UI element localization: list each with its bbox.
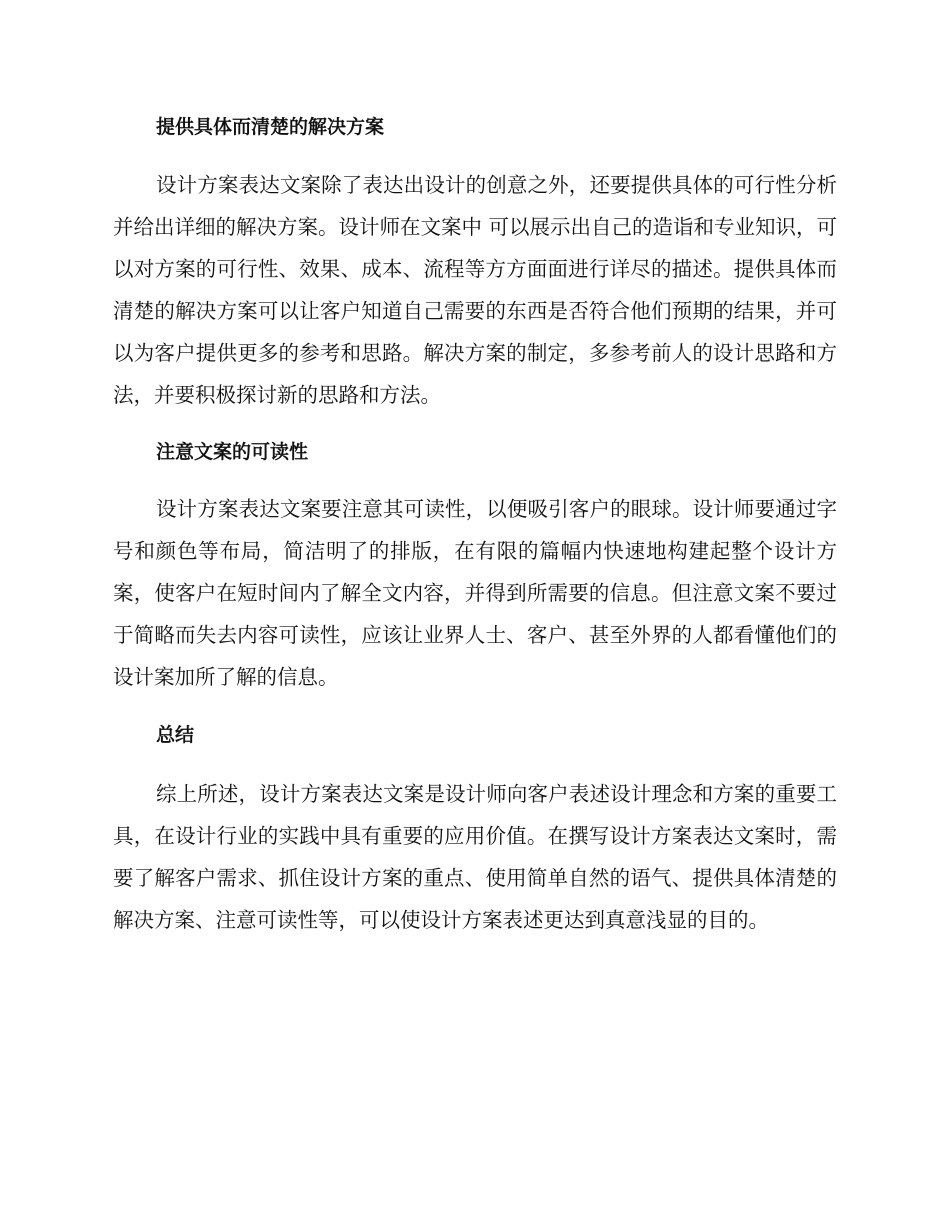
section-heading-readability: 注意文案的可读性 <box>156 441 309 463</box>
section-paragraph-readability: 设计方案表达文案要注意其可读性，以便吸引客户的眼球。设计师要通过字号和颜色等布局，简洁明了的排版，在有限的篇幅内快速地构建起整个设计方案，使客户在短时间内了解全文内容，并得到所需要的信息。但注意文案不要过于简略而失去内容可读性，应该让业界人士、客户、甚至外界的人都看懂他们的设计案加所了解的信息。 <box>113 497 837 689</box>
section-paragraph-solutions: 设计方案表达文案除了表达出设计的创意之外，还要提供具体的可行性分析并给出详细的解决方案。设计师在文案中 可以展示出自己的造诣和专业知识，可以对方案的可行性、效果、成本、流程等方方面面进行详尽的描述。提供具体而清楚的解决方案可以让客户知道自己需要的东西是否符合他们预期的结果，并可以为客户提供更多的参考和思路。解决方案的制定，多参考前人的设计思路和方法，并要积极探讨新的思路和方法。 <box>113 173 838 407</box>
document-body <box>113 108 837 941</box>
section-heading-summary: 总结 <box>156 724 195 746</box>
section-heading-solutions: 提供具体而清楚的解决方案 <box>156 116 385 138</box>
section-paragraph-summary: 综上所述，设计方案表达文案是设计师向客户表述设计理念和方案的重要工具，在设计行业的实践中具有重要的应用价值。在撰写设计方案表达文案时，需要了解客户需求、抓住设计方案的重点、使用简单自然的语气、提供具体清楚的解决方案、注意可读性等，可以使设计方案表述更达到真意浅显的目的。 <box>113 782 837 932</box>
